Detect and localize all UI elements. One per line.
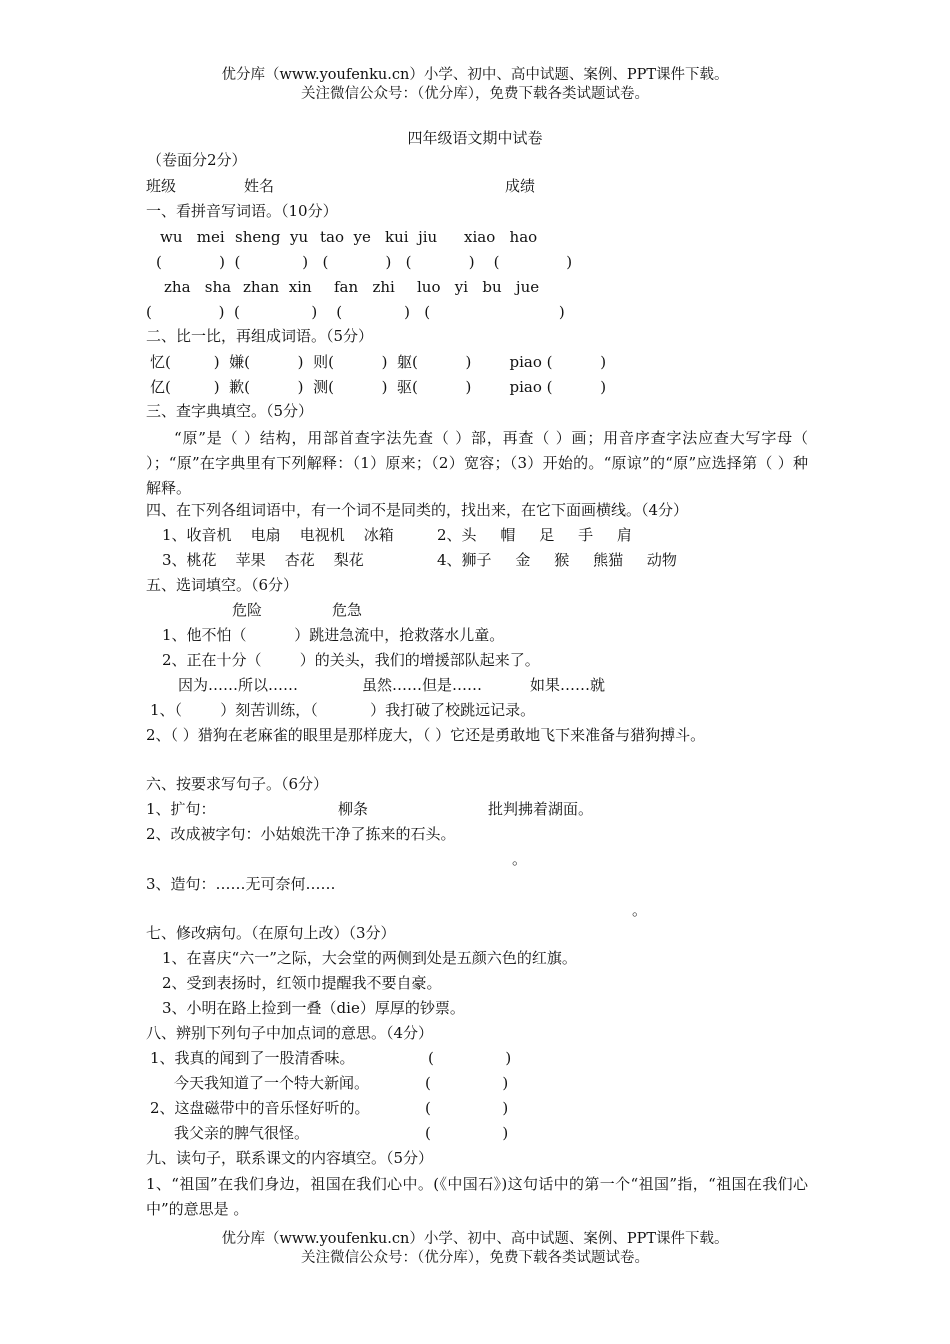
section-4-heading: 四、在下列各组词语中，有一个词不是同类的，找出来，在它下面画横线。（4分）: [146, 501, 689, 519]
pinyin-item: luo yi bu jue: [417, 278, 540, 296]
faulty-sentence: 1、在喜庆“六一”之际，大会堂的两侧到处是五颜六色的红旗。: [162, 949, 577, 967]
footer-line-2: 关注微信公众号：（优分库），免费下载各类试题试卷。: [301, 1250, 649, 1266]
class-label: 班级: [146, 177, 177, 195]
pinyin-blanks-1: ( ) ( ) ( ) ( ) ( ): [156, 253, 573, 271]
pinyin-item: kui jiu: [385, 228, 438, 246]
word-group: 4、狮子 金 猴 熊猫 动物: [437, 551, 677, 569]
meaning-sentence: 1、我真的闻到了一股清香味。: [150, 1049, 355, 1067]
section-1-heading: 一、看拼音写词语。（10分）: [146, 202, 338, 220]
pinyin-item: sheng yu: [235, 228, 309, 246]
expand-word: 批判拂着湖面。: [488, 800, 594, 818]
compare-row-1: 忆( ) 嫌( ) 则( ) 躯( ) piao ( ): [150, 353, 607, 371]
score-note: （卷面分2分）: [147, 151, 247, 169]
fill-question: 2、（ ）猎狗在老麻雀的眼里是那样庞大，（ ）它还是勇敢地飞下来准备与猎狗搏斗。: [146, 726, 706, 744]
word-group: 1、收音机 电扇 电视机 冰箱: [162, 526, 394, 544]
answer-end-mark: 。: [632, 901, 648, 919]
section-3-heading: 三、查字典填空。（5分）: [146, 402, 314, 420]
fill-question: 2、正在十分（ ）的关头，我们的增援部队起来了。: [162, 651, 540, 669]
faulty-sentence: 3、小明在路上捡到一叠（die）厚厚的钞票。: [162, 999, 465, 1017]
name-label: 姓名: [244, 177, 275, 195]
word-choices-2: [0, 675, 950, 695]
word-choice: 如果……就: [530, 676, 606, 694]
word-choice: 因为……所以……: [178, 676, 299, 694]
reading-question: 1、“祖国”在我们身边，祖国在我们心中。(《中国石》)这句话中的第一个“祖国”指，“祖国在我们心中”的意思是 。: [146, 1175, 808, 1218]
word-group: 2、头 帽 足 手 肩: [437, 526, 632, 544]
meaning-sentence: 2、这盘磁带中的音乐怪好听的。: [150, 1099, 370, 1117]
answer-blank: ( ): [425, 1124, 509, 1142]
fill-question: 1、他不怕（ ）跳进急流中，抢救落水儿童。: [162, 626, 505, 644]
faulty-sentence: 2、受到表扬时，红领巾提醒我不要自豪。: [162, 974, 442, 992]
pinyin-row-2: [0, 277, 950, 297]
section-9-heading: 九、读句子，联系课文的内容填空。（5分）: [146, 1149, 434, 1167]
section-6-heading: 六、按要求写句子。（6分）: [146, 775, 329, 793]
pinyin-item: wu mei: [160, 228, 225, 246]
section-5-heading: 五、选词填空。（6分）: [146, 576, 299, 594]
pinyin-item: zhan xin: [243, 278, 312, 296]
section-8-heading: 八、辨别下列句子中加点词的意思。（4分）: [146, 1024, 434, 1042]
fill-question: 1、（ ）刻苦训练，（ ）我打破了校跳远记录。: [150, 701, 536, 719]
expand-word: 柳条: [338, 800, 369, 818]
word-group: 3、桃花 苹果 杏花 梨花: [162, 551, 364, 569]
header-line-2: 关注微信公众号：（优分库），免费下载各类试题试卷。: [301, 86, 649, 102]
word-choice: 危急: [332, 601, 363, 619]
expand-sentence: [0, 799, 950, 819]
answer-blank: ( ): [425, 1074, 509, 1092]
answer-blank: ( ): [428, 1049, 512, 1067]
word-choice: 虽然……但是……: [362, 676, 483, 694]
passive-question: 2、改成被字句：小姑娘洗干净了拣来的石头。: [146, 825, 456, 843]
meaning-sentence: 我父亲的脾气很怪。: [174, 1124, 310, 1142]
pinyin-item: tao ye: [320, 228, 371, 246]
answer-end-mark: 。: [512, 850, 528, 868]
pinyin-item: fan zhi: [334, 278, 395, 296]
answer-blank: ( ): [425, 1099, 509, 1117]
pinyin-item: zha sha: [164, 278, 232, 296]
footer-line-1: 优分库（www.youfenku.cn）小学、初中、高中试题、案例、PPT课件下载。: [221, 1231, 729, 1247]
expand-label: 1、扩句：: [146, 800, 216, 818]
word-choices-1: [0, 600, 950, 620]
make-sentence-question: 3、造句：……无可奈何……: [146, 875, 336, 893]
info-row: [0, 176, 950, 196]
meaning-sentence: 今天我知道了一个特大新闻。: [174, 1074, 370, 1092]
word-choice: 危险: [232, 601, 263, 619]
dictionary-paragraph: “原”是（ ）结构，用部首查字法先查（ ）部，再查（ ）画；用音序查字法应查大写字母（ ）；“原”在字典里有下列解释：（1）原来；（2）宽容；（3）开始的。“原谅”的“原”应选择第（ ）种解释。: [146, 429, 808, 497]
page-title: 四年级语文期中试卷: [407, 129, 543, 147]
pinyin-row-1: [0, 227, 950, 247]
section-7-heading: 七、修改病句。（在原句上改）（3分）: [146, 924, 396, 942]
score-label: 成绩: [505, 177, 536, 195]
pinyin-blanks-2: ( ) ( ) ( ) ( ): [146, 303, 565, 321]
compare-row-2: 亿( ) 歉( ) 测( ) 驱( ) piao ( ): [150, 378, 607, 396]
pinyin-item: xiao hao: [464, 228, 538, 246]
section-2-heading: 二、比一比，再组成词语。（5分）: [146, 327, 374, 345]
header-line-1: 优分库（www.youfenku.cn）小学、初中、高中试题、案例、PPT课件下载。: [221, 67, 729, 83]
